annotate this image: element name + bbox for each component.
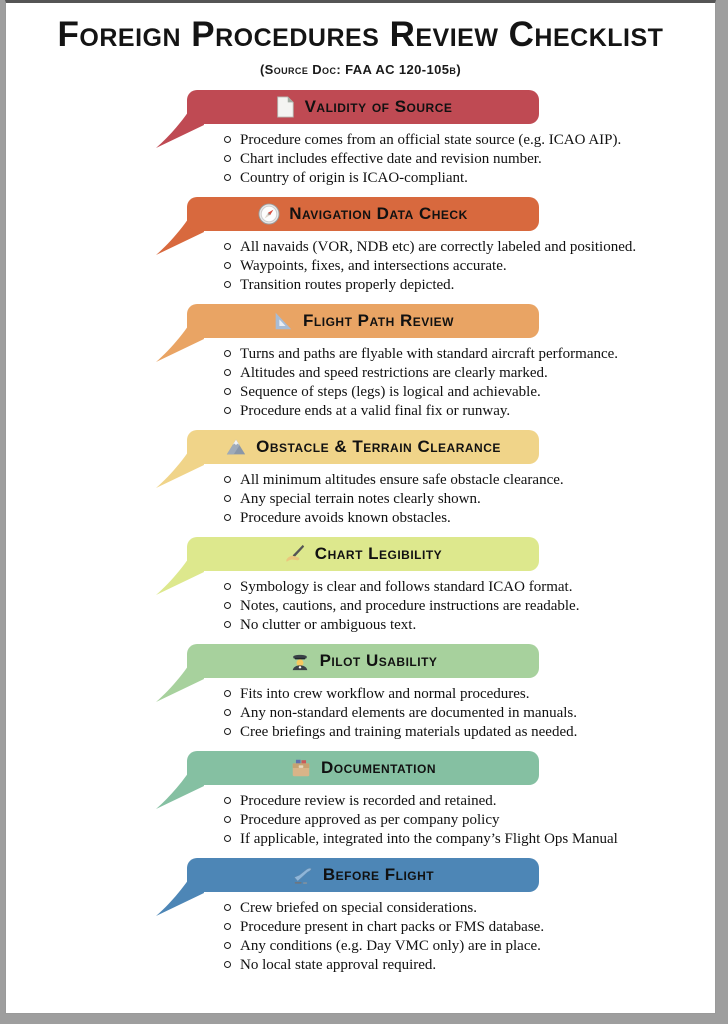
item-text: Turns and paths are flyable with standard aircraft performance. [240,346,619,362]
checklist-item [224,578,705,597]
page-title: Foreign Procedures Review Checklist [57,15,664,54]
item-text: Procedure comes from an official state source (e.g. ICAO AIP). [240,132,622,148]
bullet-icon [224,728,231,735]
checklist-item [224,918,705,937]
item-text: Any non-standard elements are documented in manuals. [240,705,577,721]
section-title: Obstacle & Terrain Clearance [256,437,501,456]
checklist-section-7 [6,751,715,849]
checklist-item [224,169,705,188]
item-text: Any conditions (e.g. Day VMC only) are in place. [240,938,541,954]
bullet-icon [224,621,231,628]
checklist-items [6,131,715,188]
checklist-item [224,723,705,742]
checklist-item [224,402,705,421]
bullet-icon [224,942,231,949]
bullet-icon [224,961,231,968]
item-text: All navaids (VOR, NDB etc) are correctly labeled and positioned. [240,239,637,255]
item-text: Crew briefed on special considerations. [240,900,478,916]
bullet-icon [224,923,231,930]
mountain-icon [225,436,247,458]
section-banner [187,751,539,785]
pilot-icon [289,650,311,672]
set-square-icon [272,310,294,332]
checklist-item [224,956,705,975]
item-text: Notes, cautions, and procedure instructions are readable. [240,598,580,614]
bullet-icon [224,243,231,250]
item-text: Waypoints, fixes, and intersections accurate. [240,258,507,274]
bullet-icon [224,690,231,697]
checklist-item [224,345,705,364]
item-text: Transition routes properly depicted. [240,277,455,293]
section-title: Pilot Usability [319,651,438,670]
checklist-item [224,276,705,295]
checklist-section-2 [6,197,715,295]
checklist-item [224,238,705,257]
document-icon [274,96,296,118]
item-text: If applicable, integrated into the company’s Flight Ops Manual [240,831,618,847]
item-text: Symbology is clear and follows standard ICAO format. [240,579,573,595]
item-text: Fits into crew workflow and normal procedures. [240,686,530,702]
bullet-icon [224,835,231,842]
section-title: Chart Legibility [314,544,443,563]
item-text: Procedure ends at a valid final fix or runway. [240,403,511,419]
bullet-icon [224,709,231,716]
checklist-item [224,792,705,811]
bullet-icon [224,495,231,502]
bullet-icon [224,602,231,609]
checklist-items [6,238,715,295]
bullet-icon [224,388,231,395]
bullet-icon [224,904,231,911]
checklist-item [224,899,705,918]
section-title: Flight Path Review [303,311,454,330]
bullet-icon [224,350,231,357]
checklist-item [224,490,705,509]
item-text: Cree briefings and training materials updated as needed. [240,724,578,740]
bullet-icon [224,155,231,162]
banner-row [187,90,539,124]
checklist-section-4 [6,430,715,528]
checklist-item [224,811,705,830]
bullet-icon [224,281,231,288]
item-text: No clutter or ambiguous text. [240,617,417,633]
banner-row [187,751,539,785]
card-box-icon [290,757,312,779]
bullet-icon [224,407,231,414]
plane-departure-icon [292,864,314,886]
checklist-item [224,616,705,635]
page-subtitle: (Source Doc: FAA AC 120-105b) [259,62,462,77]
item-text: Any special terrain notes clearly shown. [240,491,481,507]
writing-hand-icon [284,543,306,565]
bullet-icon [224,136,231,143]
checklist-items [6,685,715,742]
checklist-item [224,471,705,490]
bullet-icon [224,262,231,269]
checklist-item [224,131,705,150]
section-banner [187,304,539,338]
item-text: Chart includes effective date and revision number. [240,151,542,167]
checklist-item [224,685,705,704]
bullet-icon [224,583,231,590]
item-text: No local state approval required. [240,957,437,973]
bullet-icon [224,514,231,521]
item-text: Sequence of steps (legs) is logical and achievable. [240,384,541,400]
section-banner [187,858,539,892]
section-banner [187,90,539,124]
bullet-icon [224,369,231,376]
banner-row [187,858,539,892]
bullet-icon [224,476,231,483]
checklist-section-3 [6,304,715,421]
item-text: Procedure review is recorded and retained. [240,793,497,809]
checklist-section-5 [6,537,715,635]
banner-row [187,304,539,338]
item-text: Country of origin is ICAO-compliant. [240,170,468,186]
page-header [6,15,715,77]
section-banner [187,537,539,571]
checklist-item [224,150,705,169]
checklist-items [6,471,715,528]
checklist-items [6,345,715,421]
item-text: Procedure approved as per company policy [240,812,500,828]
checklist-item [224,937,705,956]
document-page [5,0,716,1014]
checklist-item [224,704,705,723]
checklist-items [6,899,715,975]
section-title: Navigation Data Check [289,204,468,223]
checklist-section-6 [6,644,715,742]
checklist-sections [6,90,715,975]
checklist-item [224,597,705,616]
banner-row [187,644,539,678]
checklist-item [224,509,705,528]
section-banner [187,430,539,464]
checklist-items [6,792,715,849]
section-title: Documentation [321,758,436,777]
checklist-item [224,257,705,276]
item-text: All minimum altitudes ensure safe obstacle clearance. [240,472,564,488]
section-banner [187,644,539,678]
banner-row [187,430,539,464]
checklist-section-8 [6,858,715,975]
checklist-section-1 [6,90,715,188]
bullet-icon [224,797,231,804]
section-title: Before Flight [322,865,435,884]
banner-row [187,537,539,571]
checklist-item [224,830,705,849]
bullet-icon [224,174,231,181]
checklist-item [224,364,705,383]
item-text: Altitudes and speed restrictions are clearly marked. [240,365,548,381]
item-text: Procedure avoids known obstacles. [240,510,451,526]
bullet-icon [224,816,231,823]
checklist-items [6,578,715,635]
section-title: Validity of Source [304,97,453,116]
checklist-item [224,383,705,402]
banner-row [187,197,539,231]
item-text: Procedure present in chart packs or FMS database. [240,919,545,935]
compass-icon [258,203,280,225]
section-banner [187,197,539,231]
